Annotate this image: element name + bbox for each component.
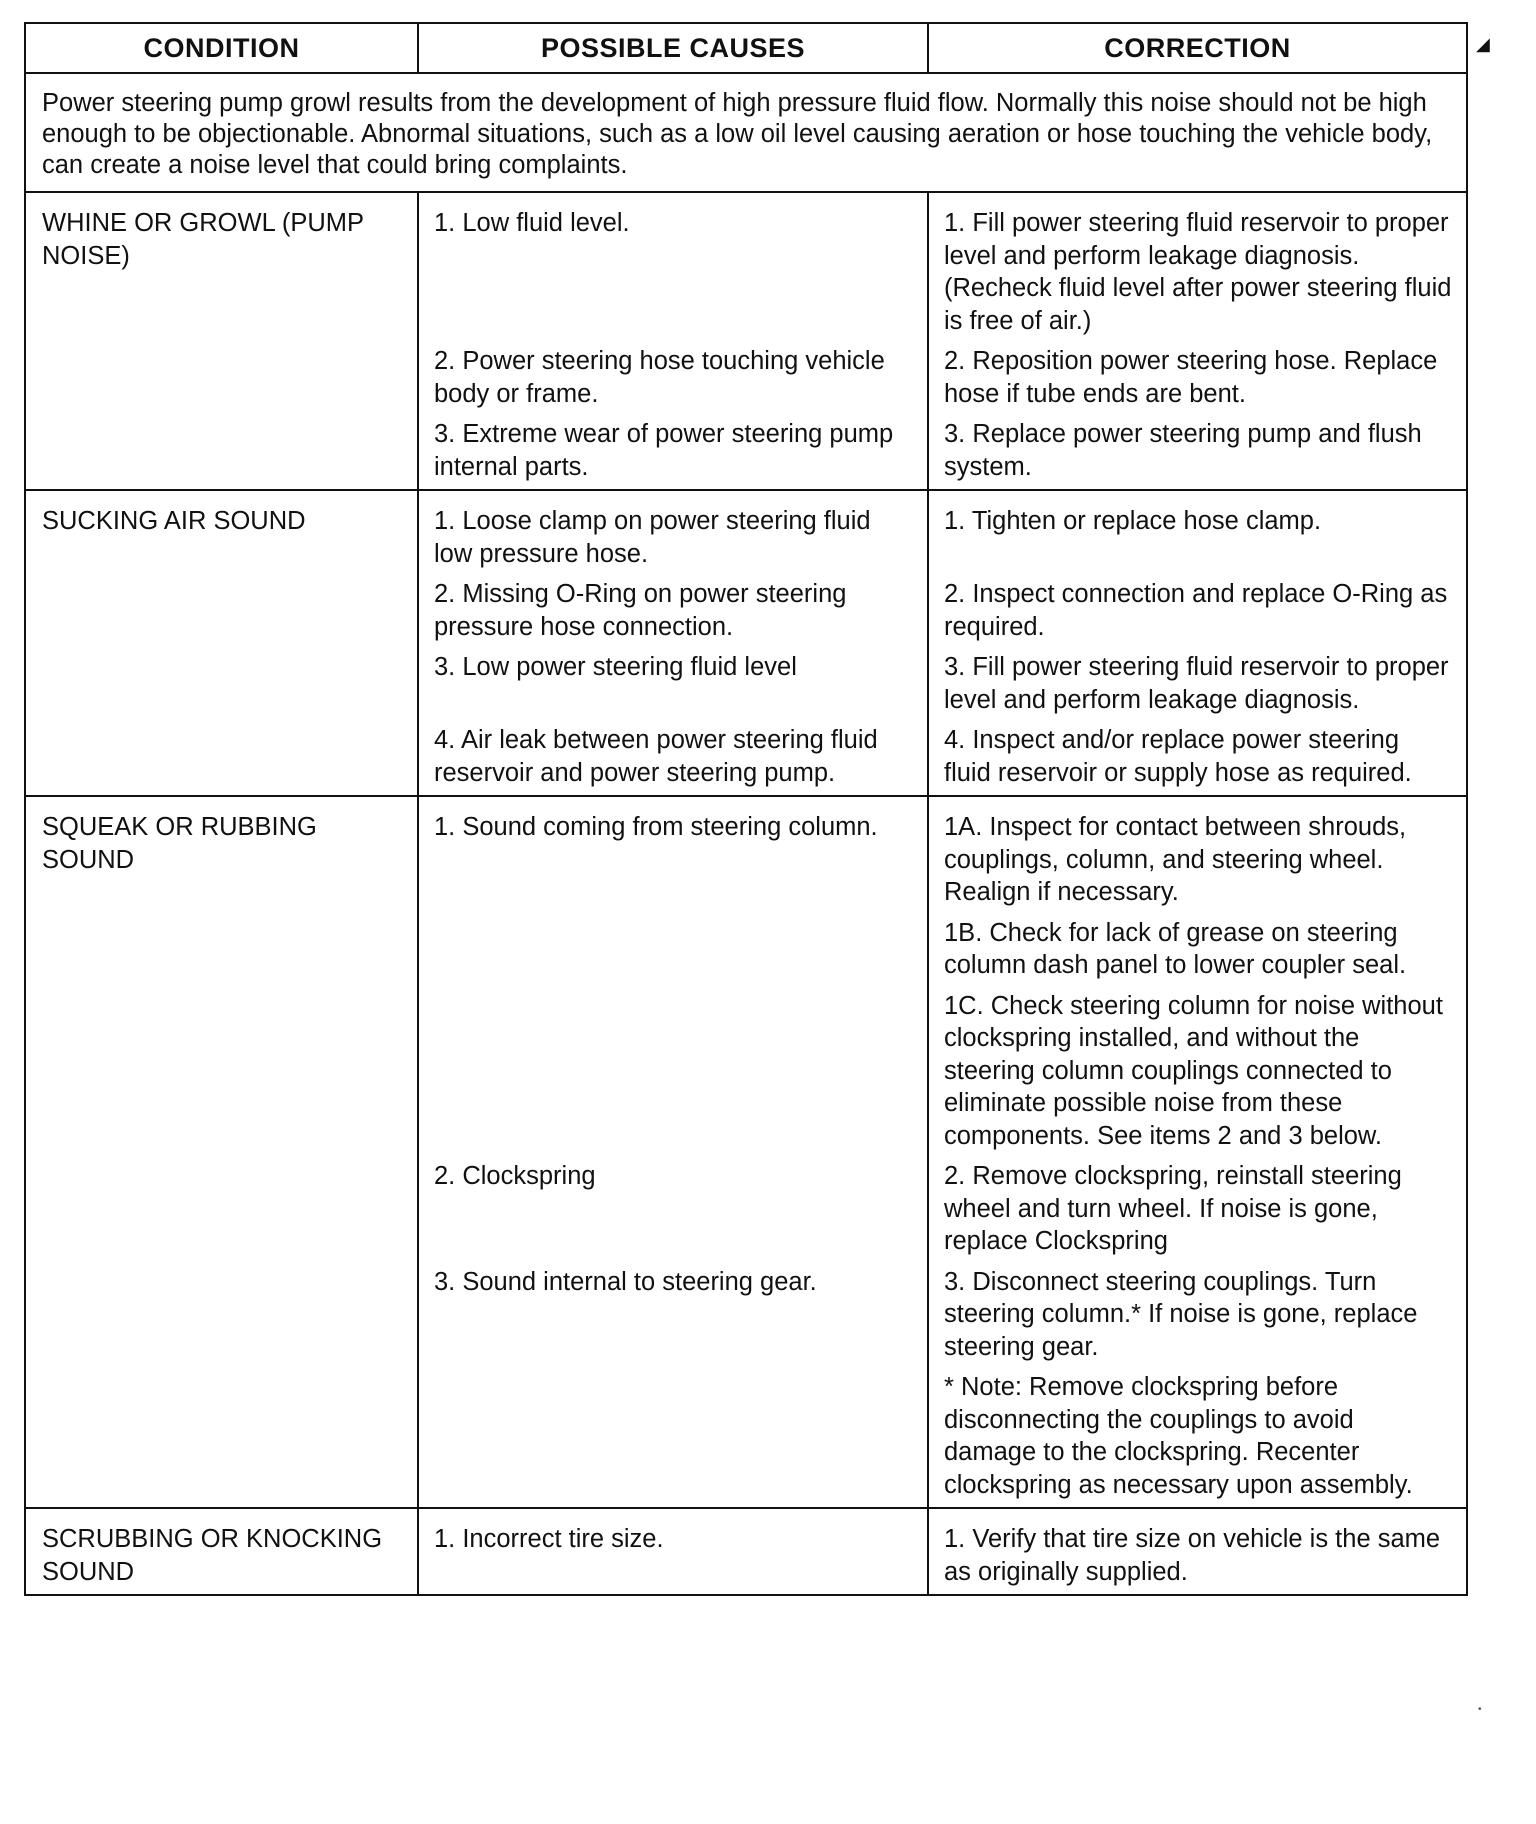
correction-cell: 1. Verify that tire size on vehicle is the same as originally supplied. — [928, 1508, 1467, 1595]
table-row — [25, 490, 1467, 570]
cause-cell: 3. Sound internal to steering gear. — [418, 1258, 928, 1364]
header-row — [25, 23, 1467, 73]
table-row — [25, 796, 1467, 909]
cause-cell — [418, 1363, 928, 1508]
cause-cell: 4. Air leak between power steering fluid reservoir and power steering pump. — [418, 716, 928, 796]
cause-cell — [418, 909, 928, 982]
correction-cell: 1. Tighten or replace hose clamp. — [928, 490, 1467, 570]
correction-cell: 2. Inspect connection and replace O-Ring as required. — [928, 570, 1467, 643]
correction-cell: 1. Fill power steering fluid reservoir to proper level and perform leakage diagnosis. (Recheck fluid level after power steering fluid is free of air.) — [928, 192, 1467, 337]
cause-cell: 1. Loose clamp on power steering fluid low pressure hose. — [418, 490, 928, 570]
condition-cell: WHINE OR GROWL (PUMP NOISE) — [25, 192, 418, 490]
intro-row — [25, 73, 1467, 192]
table-row — [25, 192, 1467, 337]
margin-mark: ◢ — [1476, 34, 1490, 54]
correction-cell: 2. Reposition power steering hose. Replace hose if tube ends are bent. — [928, 337, 1467, 410]
header-possible-causes: POSSIBLE CAUSES — [418, 23, 928, 73]
correction-cell: 1A. Inspect for contact between shrouds, couplings, column, and steering wheel. Realign if necessary. — [928, 796, 1467, 909]
header-condition: CONDITION — [25, 23, 418, 73]
correction-cell: * Note: Remove clockspring before disconnecting the couplings to avoid damage to the clockspring. Recenter clockspring as necessary upon assembly. — [928, 1363, 1467, 1508]
correction-cell: 2. Remove clockspring, reinstall steering wheel and turn wheel. If noise is gone, replace Clockspring — [928, 1152, 1467, 1258]
cause-cell: 1. Low fluid level. — [418, 192, 928, 337]
cause-cell: 2. Missing O-Ring on power steering pressure hose connection. — [418, 570, 928, 643]
condition-cell: SQUEAK OR RUBBING SOUND — [25, 796, 418, 1508]
table-row — [25, 1508, 1467, 1595]
correction-cell: 1B. Check for lack of grease on steering column dash panel to lower coupler seal. — [928, 909, 1467, 982]
intro-text: Power steering pump growl results from the development of high pressure fluid flow. Normally this noise should not be high enough to be objectionable. Abnormal situations, such as a low oil level causing aeration or hose touching the vehicle body, can create a noise level that could bring complaints. — [25, 73, 1467, 192]
condition-cell: SUCKING AIR SOUND — [25, 490, 418, 796]
correction-cell: 1C. Check steering column for noise without clockspring installed, and without the steering column couplings connected to eliminate possible noise from these components. See items 2 and 3 below. — [928, 982, 1467, 1153]
margin-dot: • — [1478, 1704, 1482, 1715]
cause-cell: 1. Incorrect tire size. — [418, 1508, 928, 1595]
correction-cell: 3. Replace power steering pump and flush system. — [928, 410, 1467, 490]
cause-cell: 2. Clockspring — [418, 1152, 928, 1258]
cause-cell: 2. Power steering hose touching vehicle body or frame. — [418, 337, 928, 410]
correction-cell: 3. Fill power steering fluid reservoir to proper level and perform leakage diagnosis. — [928, 643, 1467, 716]
correction-cell: 3. Disconnect steering couplings. Turn steering column.* If noise is gone, replace steering gear. — [928, 1258, 1467, 1364]
condition-cell: SCRUBBING OR KNOCKING SOUND — [25, 1508, 418, 1595]
diagnosis-table-page — [24, 22, 1466, 1596]
cause-cell: 3. Low power steering fluid level — [418, 643, 928, 716]
diagnosis-table — [24, 22, 1468, 1596]
cause-cell: 1. Sound coming from steering column. — [418, 796, 928, 909]
header-correction: CORRECTION — [928, 23, 1467, 73]
cause-cell: 3. Extreme wear of power steering pump internal parts. — [418, 410, 928, 490]
cause-cell — [418, 982, 928, 1153]
correction-cell: 4. Inspect and/or replace power steering fluid reservoir or supply hose as required. — [928, 716, 1467, 796]
